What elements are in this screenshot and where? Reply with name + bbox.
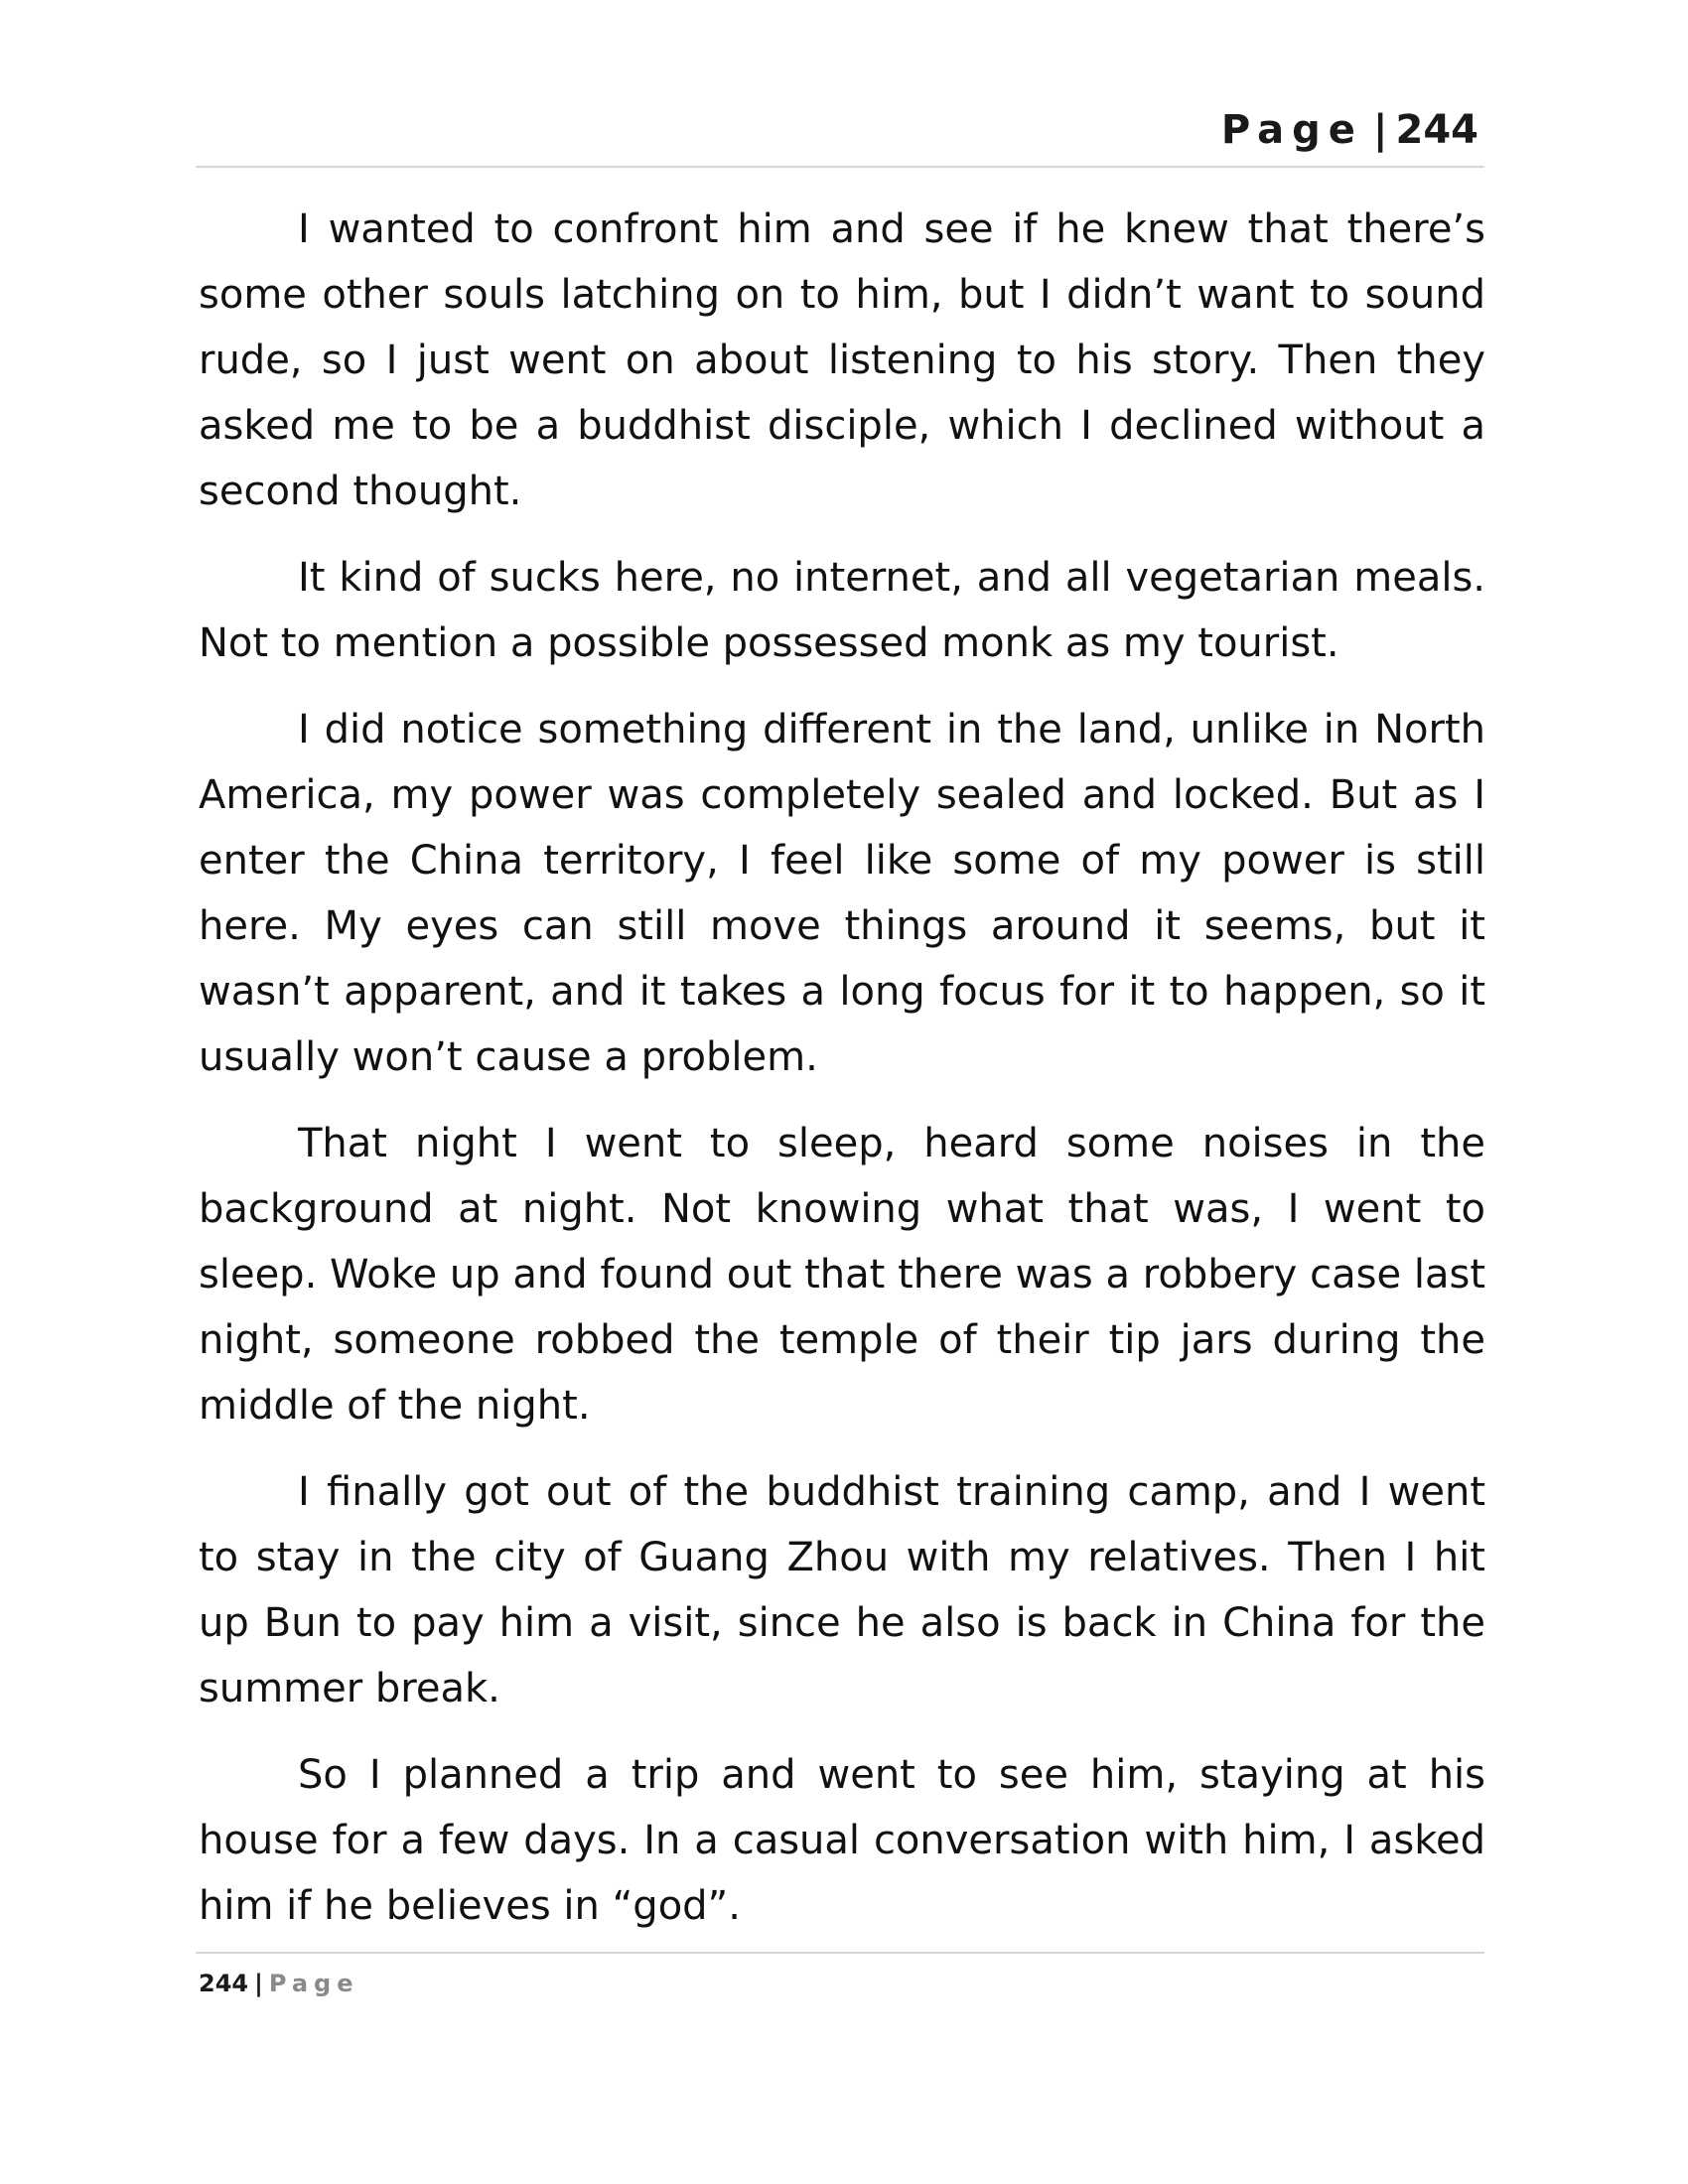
- footer-page-label: [199, 1968, 358, 1999]
- footer-separator: |: [254, 1970, 263, 1997]
- paragraph-6: So I planned a trip and went to see him, staying at his house for a few days. In a casual conversation with him, I asked him if he believes in “god”.: [199, 1752, 1485, 1929]
- paragraph-4: That night I went to sleep, heard some noises in the background at night. Not knowing what that was, I went to sleep. Woke up and found out that there was a robbery case last night, someone robbed the temple of their tip jars during the middle of the night.: [199, 1121, 1485, 1429]
- footer-page-word: Page: [268, 1970, 359, 1997]
- page-header: [196, 104, 1484, 168]
- paragraph-1: I wanted to confront him and see if he knew that there’s some other souls latching on to him, but I didn’t want to sound rude, so I just went on about listening to his story. Then they asked me to be a buddhist disciple, which I declined without a second thought.: [199, 206, 1485, 514]
- header-page-number: 244: [1395, 107, 1478, 153]
- paragraph-2: It kind of sucks here, no internet, and all vegetarian meals. Not to mention a possible possessed monk as my tourist.: [199, 555, 1485, 666]
- header-separator: |: [1372, 107, 1388, 153]
- body-text: [199, 197, 1485, 1960]
- header-page-word: Page: [1220, 107, 1363, 153]
- footer-page-number: 244: [199, 1970, 249, 1997]
- paragraph-5: I finally got out of the buddhist training camp, and I went to stay in the city of Guang Zhou with my relatives. Then I hit up Bun to pay him a visit, since he also is back in China for the summer break.: [199, 1469, 1485, 1711]
- page-footer: [196, 1952, 1484, 1997]
- paragraph-3: I did notice something different in the land, unlike in North America, my power was completely sealed and locked. But as I enter the China territory, I feel like some of my power is still here. My eyes can still move things around it seems, but it wasn’t apparent, and it takes a long focus for it to happen, so it usually won’t cause a problem.: [199, 707, 1485, 1080]
- header-page-label: [1221, 104, 1478, 156]
